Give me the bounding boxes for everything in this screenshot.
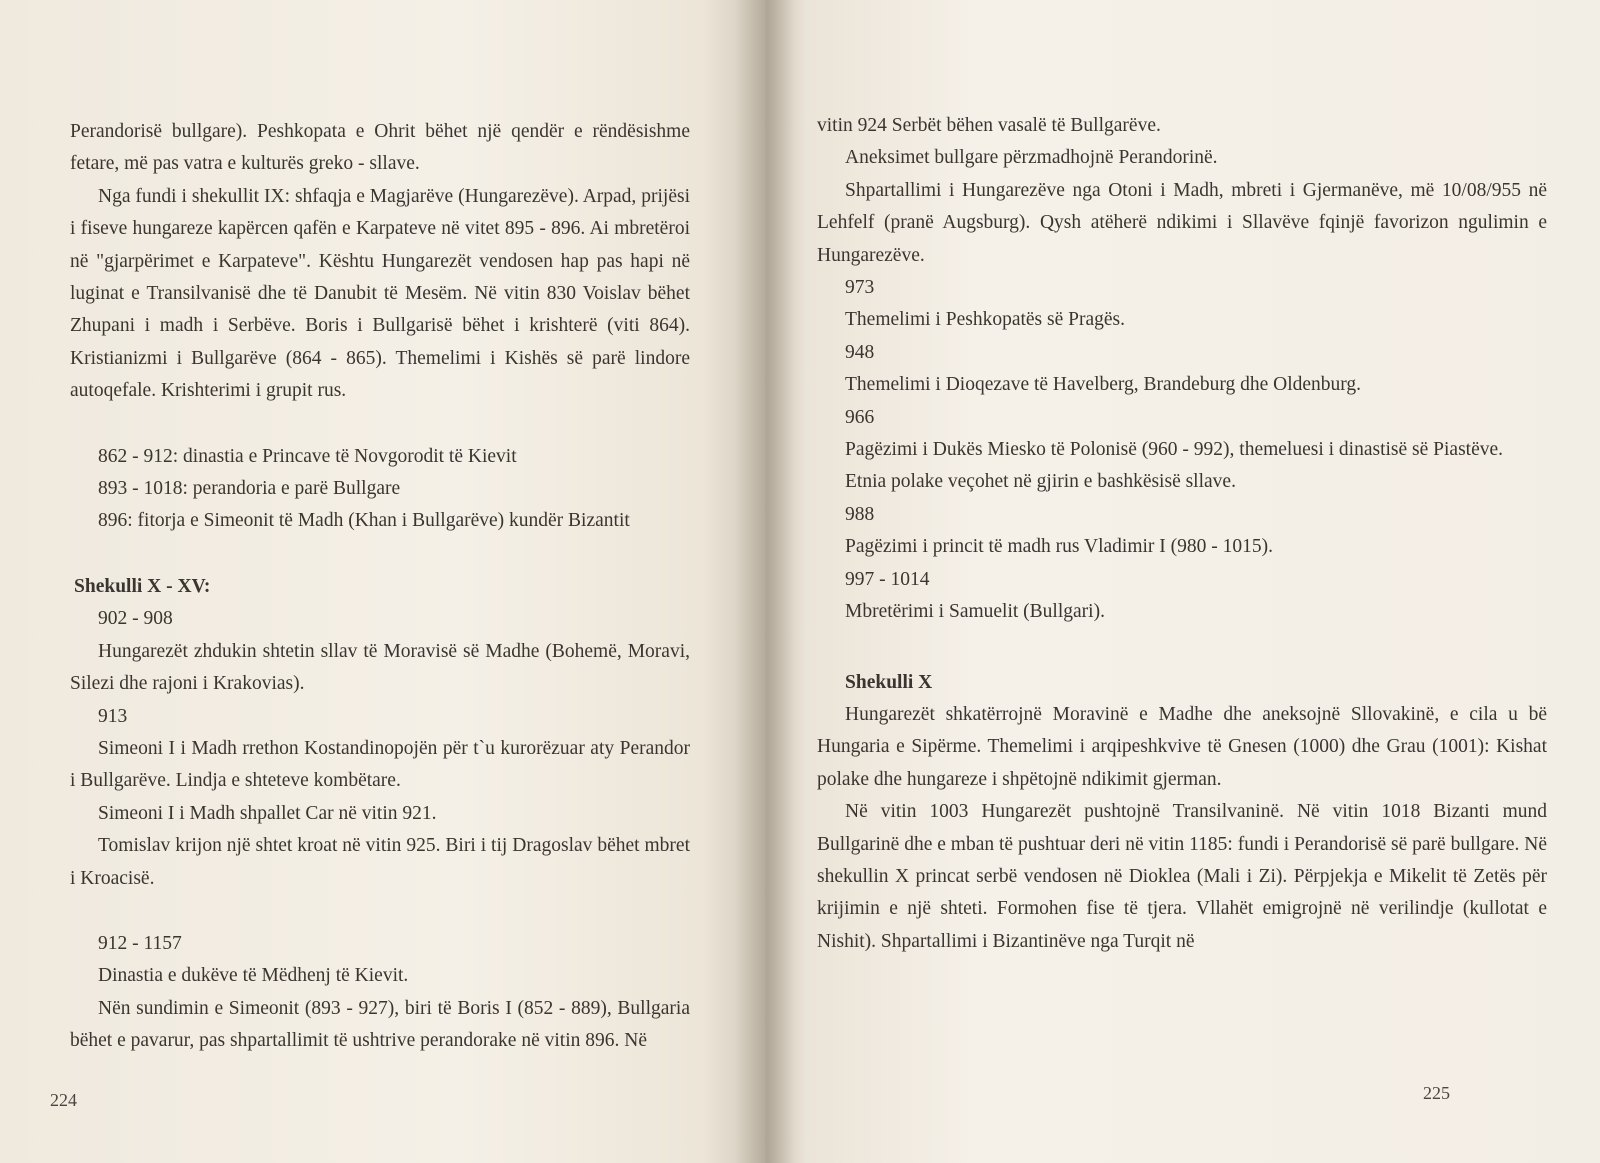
left-page-text <box>70 116 690 1058</box>
dated-entry: 862 - 912: dinastia e Princave të Novgorodit të Kievit <box>98 445 517 467</box>
paragraph: Mbretërimi i Samuelit (Bullgari). <box>845 601 1105 623</box>
paragraph: Simeoni I i Madh rrethon Kostandinopojën për t`u kurorëzuar aty Perandor i Bullgarëve. Lindja e shteteve kombëtare. <box>70 737 690 792</box>
page-number: 225 <box>1423 1083 1450 1103</box>
paragraph: Hungarezët zhdukin shtetin sllav të Moravisë së Madhe (Bohemë, Moravi, Silezi dhe rajoni i Krakovias). <box>70 640 690 695</box>
paragraph: Shpartallimi i Hungarezëve nga Otoni i Madh, mbreti i Gjermanëve, më 10/08/955 në Lehfelf (pranë Augsburg). Qysh atëherë ndikimi i Sllavëve fqinjë favorizon ngulimin e Hungarezëve. <box>817 179 1547 266</box>
dated-entry: 893 - 1018: perandoria e parë Bullgare <box>98 478 401 500</box>
paragraph: Perandorisë bullgare). Peshkopata e Ohrit bëhet një qendër e rëndësishme fetare, më pas vatra e kulturës greko - sllave. <box>70 121 690 175</box>
year-label: 902 - 908 <box>98 608 173 630</box>
paragraph: Nga fundi i shekullit IX: shfaqja e Magjarëve (Hungarezëve). Arpad, prijësi i fiseve hungareze kapërcen qafën e Karpateve në vitet 895 - 896. Ai mbretëroi në "gjarpërimet e Karpateve". Kështu Hungarezët vendosen hap pas hapi në luginat e Transilvanisë dhe të Danubit të Mesëm. Në vitin 830 Voislav bëhet Zhupani i madh i Serbëve. Boris i Bullgarisë bëhet i krishterë (viti 864). Kristianizmi i Bullgarëve (864 - 865). Themelimi i Kishës së parë lindore autoqefale. Krishterimi i grupit rus. <box>70 185 690 402</box>
right-page-text <box>817 110 1547 958</box>
paragraph: Etnia polake veçohet në gjirin e bashkësisë sllave. <box>845 471 1236 493</box>
paragraph: Pagëzimi i princit të madh rus Vladimir I (980 - 1015). <box>845 536 1274 558</box>
paragraph: Nën sundimin e Simeonit (893 - 927), biri të Boris I (852 - 889), Bullgaria bëhet e pavarur, pas shpartallimit të ushtrive perandorake në vitin 896. Në <box>70 997 690 1052</box>
page-number: 224 <box>50 1090 77 1110</box>
paragraph: Simeoni I i Madh shpallet Car në vitin 921. <box>98 802 437 824</box>
paragraph: Në vitin 1003 Hungarezët pushtojnë Transilvaninë. Në vitin 1018 Bizanti mund Bullgarinë dhe e mban të pushtuar deri në vitin 1185: fundi i Perandorisë së parë bullgare. Në shekullin X princat serbë vendosen në Dioklea (Mali i Zi). Përpjekja e Mikelit të Zetës për krijimin e një shteti. Formohen fise të tjera. Vllahët emigrojnë në verilindje (kullotat e Nishit). Shpartallimi i Bizantinëve nga Turqit në <box>817 801 1547 952</box>
year-label: 997 - 1014 <box>845 568 930 590</box>
paragraph: Themelimi i Dioqezave të Havelberg, Brandeburg dhe Oldenburg. <box>845 374 1362 396</box>
dated-entry: 896: fitorja e Simeonit të Madh (Khan i Bullgarëve) kundër Bizantit <box>98 510 630 532</box>
year-label: 966 <box>845 406 875 428</box>
year-label: 912 - 1157 <box>98 932 182 954</box>
paragraph: vitin 924 Serbët bëhen vasalë të Bullgarëve. <box>817 115 1161 136</box>
paragraph: Tomislav krijon një shtet kroat në vitin 925. Biri i tij Dragoslav bëhet mbret i Kroacisë. <box>70 835 690 889</box>
paragraph: Dinastia e dukëve të Mëdhenj të Kievit. <box>98 965 409 987</box>
paragraph: Aneksimet bullgare përzmadhojnë Perandorinë. <box>845 147 1218 169</box>
year-label: 913 <box>98 705 128 727</box>
left-page <box>0 0 765 1163</box>
section-heading: Shekulli X <box>845 671 933 693</box>
paragraph: Hungarezët shkatërrojnë Moravinë e Madhe dhe aneksojnë Sllovakinë, e cila u bë Hungaria e Sipërme. Themelimi i arqipeshkvive të Gnesen (1000) dhe Grau (1001): Kishat polake dhe hungareze i shpëtojnë ndikimit gjerman. <box>817 703 1547 790</box>
year-label: 973 <box>845 277 875 299</box>
right-page <box>765 0 1600 1163</box>
paragraph: Pagëzimi i Dukës Miesko të Polonisë (960 - 992), themeluesi i dinastisë së Piastëve. <box>845 439 1504 461</box>
paragraph: Themelimi i Peshkopatës së Pragës. <box>845 309 1125 331</box>
section-heading: Shekulli X - XV: <box>74 575 211 597</box>
year-label: 988 <box>845 503 875 525</box>
year-label: 948 <box>845 341 875 363</box>
